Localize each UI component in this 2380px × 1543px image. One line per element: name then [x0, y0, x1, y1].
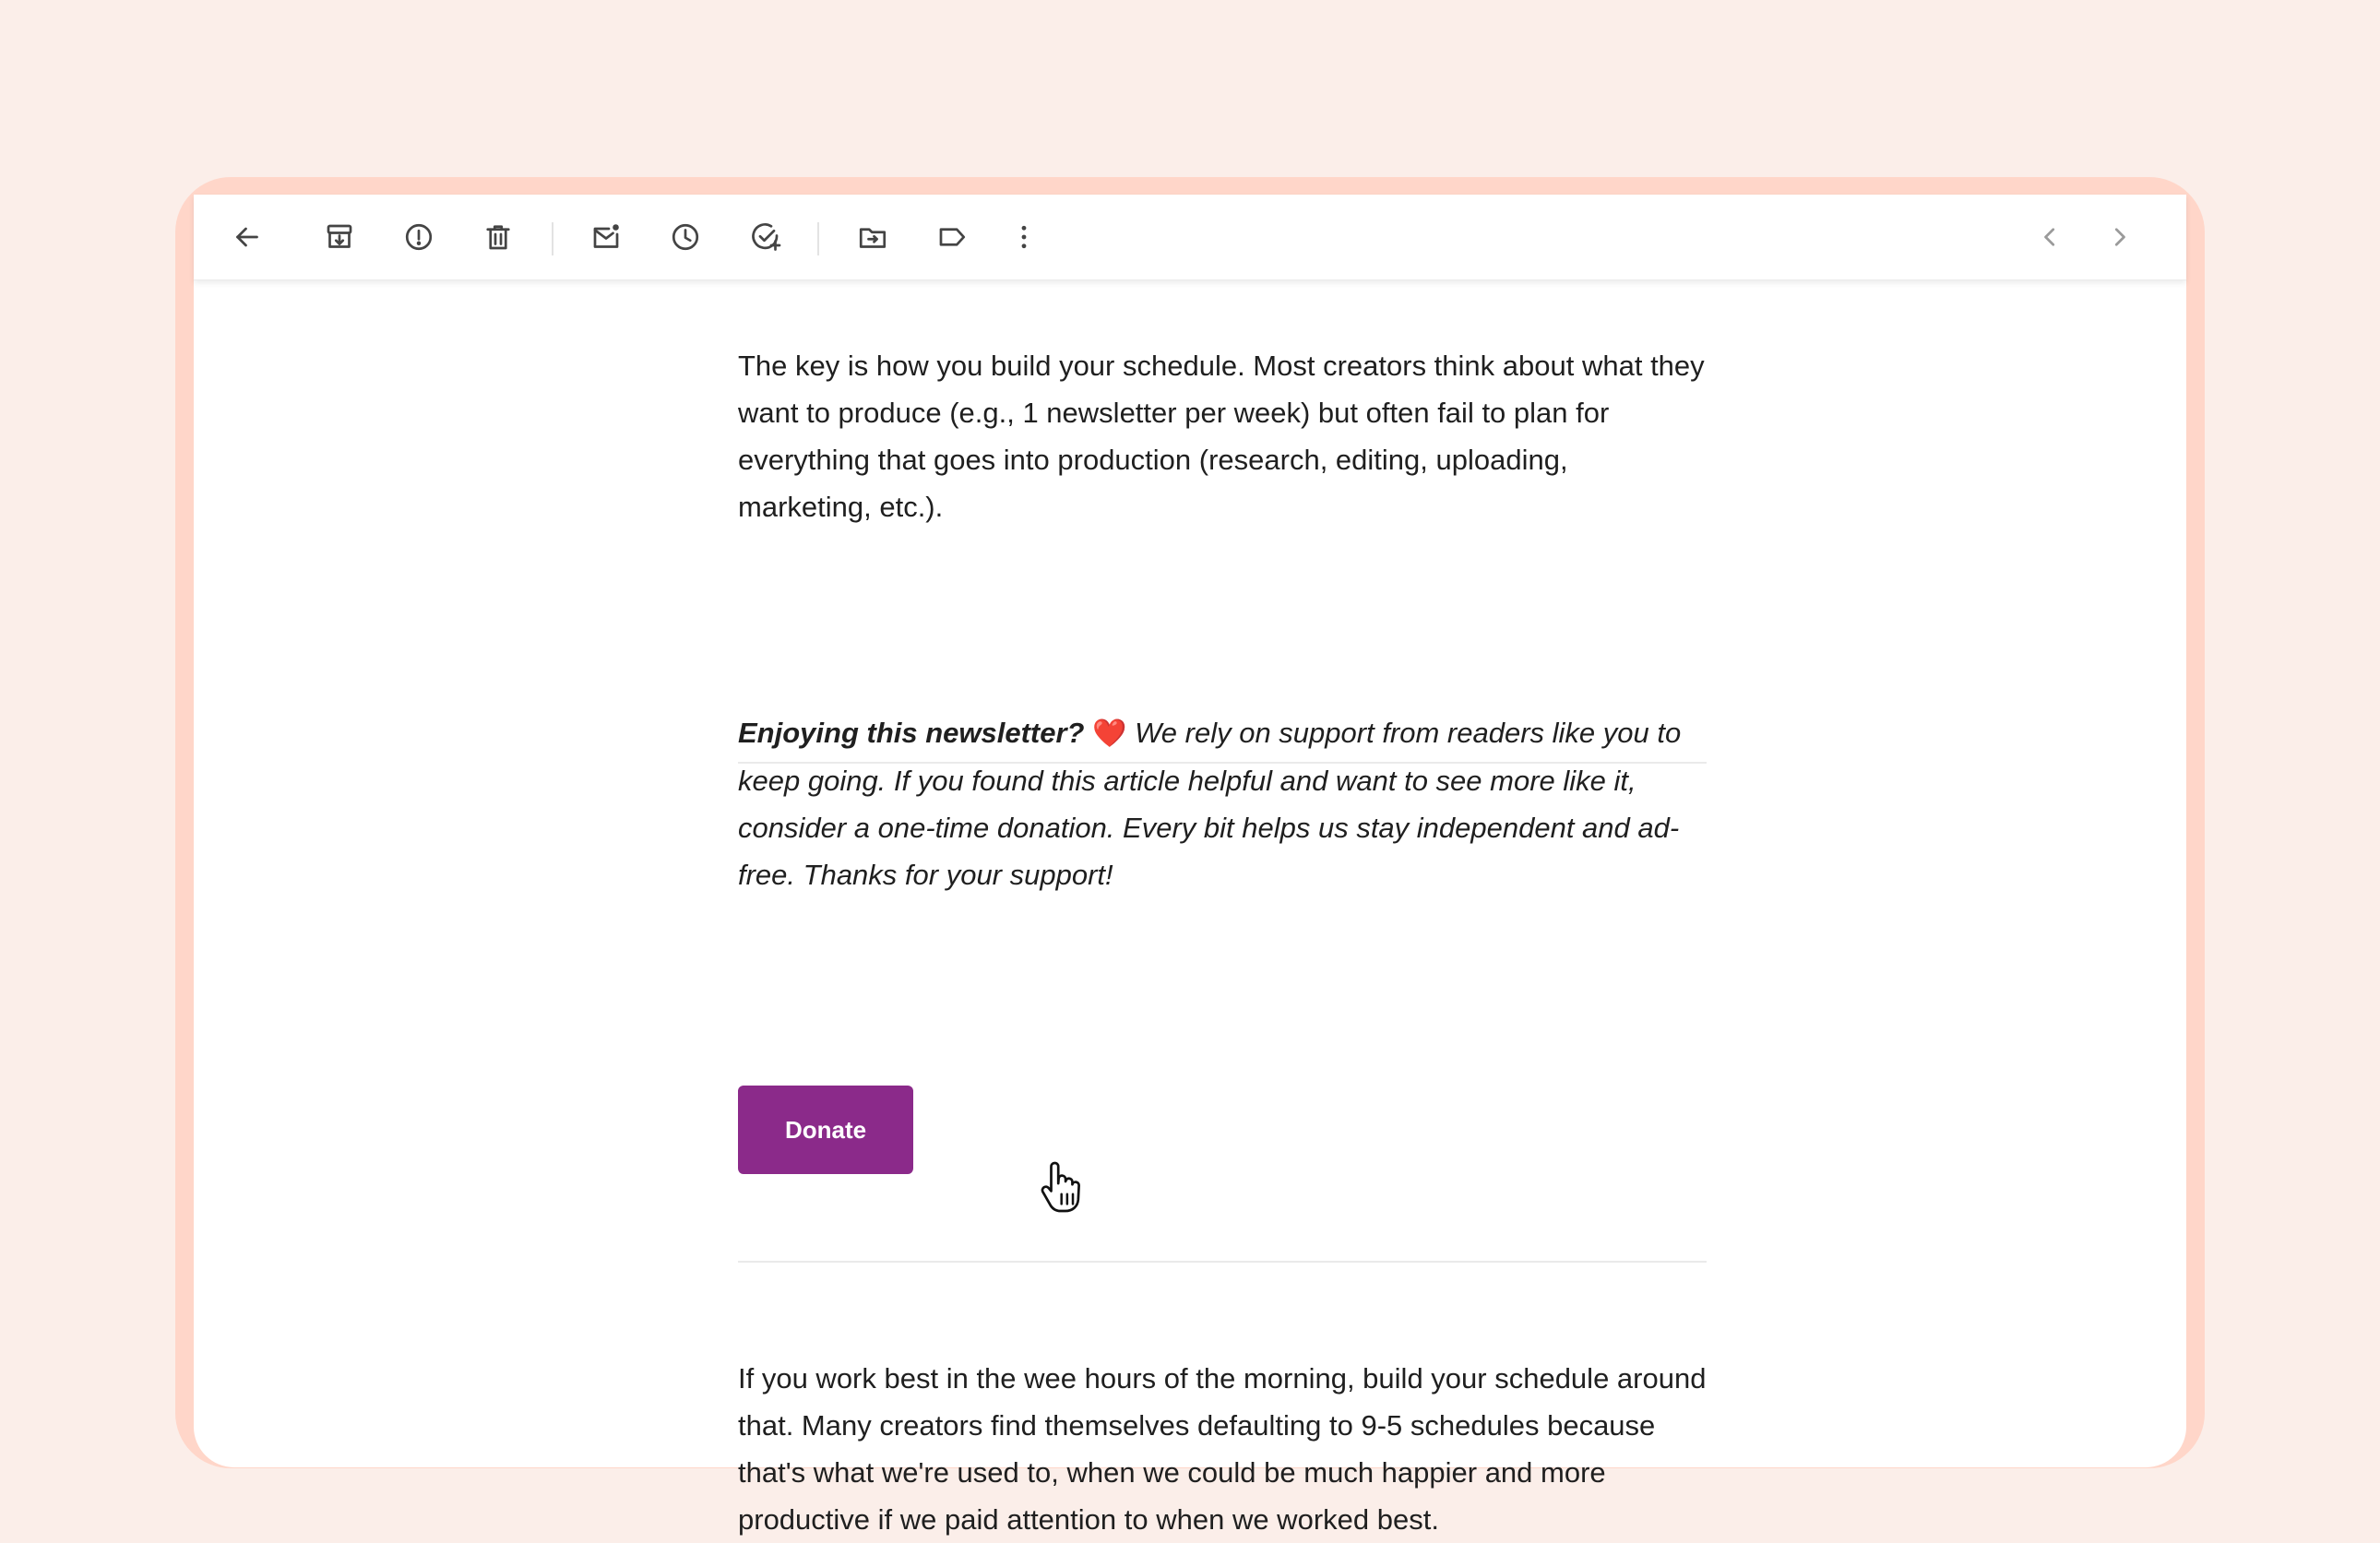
promo-heading: Enjoying this newsletter? — [738, 717, 1085, 749]
previous-icon[interactable] — [2031, 219, 2068, 255]
toolbar-separator — [552, 222, 553, 255]
delete-icon[interactable] — [480, 219, 517, 255]
email-toolbar — [194, 195, 2186, 280]
paragraph-morning: If you work best in the wee hours of the morning, build your schedule around that. Many creators find themselves defaulting to 9-5 schedules because that's what we're used to, when we could be much happier and more productive if we paid attention to when we worked best. — [738, 1362, 1707, 1536]
mark-unread-icon[interactable] — [588, 219, 625, 255]
next-icon[interactable] — [2101, 219, 2138, 255]
more-vert-icon[interactable] — [1006, 219, 1042, 255]
donation-promo — [738, 709, 1707, 898]
snooze-icon[interactable] — [667, 219, 704, 255]
email-window — [194, 195, 2186, 1536]
donate-button[interactable]: Donate — [738, 1086, 913, 1174]
add-task-icon[interactable] — [747, 219, 784, 255]
heart-icon: ❤️ — [1092, 718, 1127, 749]
paragraph-schedule: The key is how you build your schedule. Most creators think about what they want to produce (e.g., 1 newsletter per week) but often fail to plan for everything that goes into production (research, editing, uploading, marketing, etc.). — [738, 350, 1705, 523]
hand-cursor-icon — [1039, 1158, 1089, 1216]
back-arrow-icon[interactable] — [229, 219, 266, 255]
toolbar-separator — [817, 222, 819, 255]
label-icon[interactable] — [934, 219, 970, 255]
divider — [738, 1261, 1707, 1263]
archive-icon[interactable] — [321, 219, 358, 255]
promo-text: We rely on support from readers like you to keep going. If you found this article helpful and want to see more like it, consider a one-time donation. Every bit helps us stay independent and ad-free. Thanks for your support! — [738, 717, 1682, 891]
report-spam-icon[interactable] — [400, 219, 437, 255]
move-to-icon[interactable] — [854, 219, 891, 255]
